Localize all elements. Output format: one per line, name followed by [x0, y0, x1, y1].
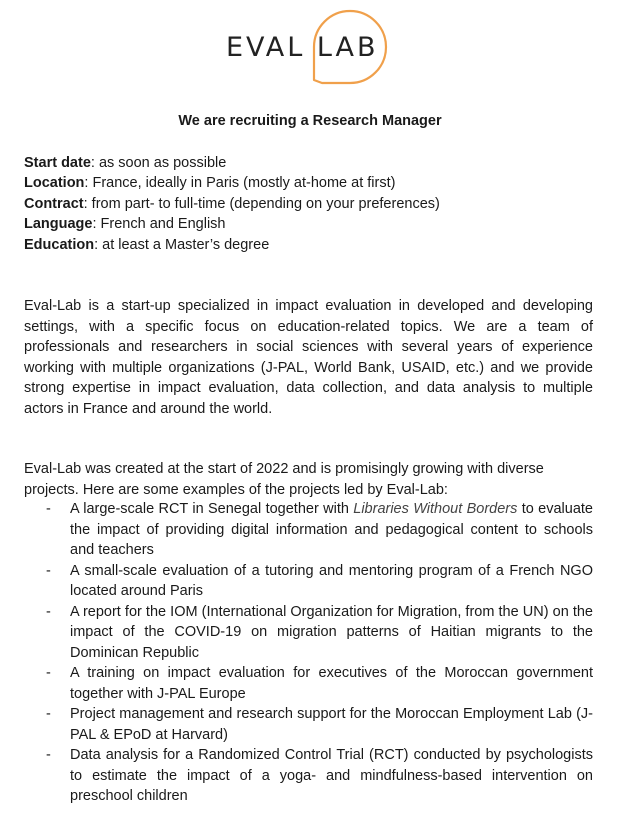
detail-location: Location: France, ideally in Paris (mostly at-home at first) — [24, 175, 396, 192]
projects-intro: Eval-Lab was created at the start of 2022 and is promisingly growing with diverse projects. Here are some examples of the projects led by Eval-Lab: — [24, 461, 544, 498]
list-item: - A training on impact evaluation for executives of the Moroccan government together with J-PAL Europe — [46, 665, 593, 702]
detail-contract: Contract: from part- to full-time (depending on your preferences) — [24, 195, 440, 212]
list-item: - Project management and research support for the Moroccan Employment Lab (J-PAL & EPoD at Harvard) — [46, 706, 593, 743]
list-item: - A small-scale evaluation of a tutoring and mentoring program of a French NGO located around Paris — [46, 562, 593, 599]
page-title: We are recruiting a Research Manager — [178, 113, 442, 129]
logo — [0, 0, 620, 92]
list-item: - A large-scale RCT in Senegal together with Libraries Without Borders to evaluate the impact of providing digital information and pedagogical content to schools and teachers — [46, 501, 593, 558]
detail-language: Language: French and English — [24, 216, 226, 233]
detail-start-date: Start date: as soon as possible — [24, 155, 227, 171]
projects-list — [24, 499, 593, 807]
company-description: Eval-Lab is a start-up specialized in impact evaluation in developed and developing settings, with a specific focus on education-related topics. We are a team of professionals and researchers in social sciences with several years of experience working with multiple organizations (J-PAL, World Bank, USAID, etc.) and we provide strong expertise in impact evaluation, data collection, and data analysis to multiple actors in France and around the world. — [24, 298, 593, 417]
list-item: - Data analysis for a Randomized Control Trial (RCT) conducted by psychologists to estimate the impact of a yoga- and mindfulness-based intervention on preschool children — [46, 747, 593, 804]
logo-text: EVAL LAB — [226, 32, 379, 63]
list-item: - A report for the IOM (International Organization for Migration, from the UN) on the impact of the COVID-19 on migration patterns of Haitian migrants to the Dominican Republic — [46, 603, 593, 661]
job-details — [24, 153, 596, 255]
detail-education: Education: at least a Master’s degree — [24, 236, 270, 253]
